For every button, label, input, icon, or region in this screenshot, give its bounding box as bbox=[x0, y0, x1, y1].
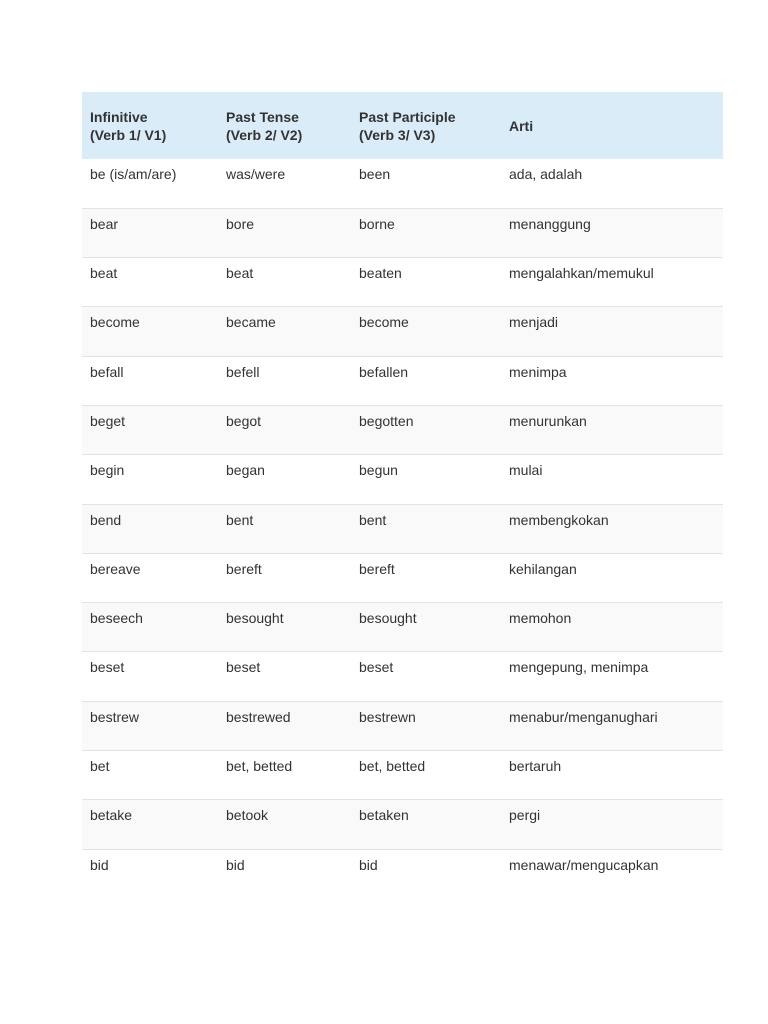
header-infinitive bbox=[82, 92, 218, 159]
past-tense-cell: became bbox=[226, 314, 276, 331]
arti-cell: menabur/menganughari bbox=[509, 708, 658, 725]
header-infinitive-subtitle: (Verb 1/ V1) bbox=[90, 126, 167, 143]
table-row bbox=[82, 652, 723, 701]
past-tense-cell: beset bbox=[226, 659, 261, 676]
past-participle-cell: besought bbox=[359, 610, 417, 627]
table-row bbox=[82, 405, 723, 454]
verb-table-container bbox=[82, 92, 723, 898]
arti-cell: menawar/mengucapkan bbox=[509, 856, 659, 873]
arti-cell: menimpa bbox=[509, 363, 567, 380]
past-participle-cell: become bbox=[359, 314, 409, 331]
infinitive-cell: betake bbox=[90, 807, 133, 824]
table-header bbox=[82, 92, 723, 159]
past-participle-cell: beset bbox=[359, 659, 394, 676]
table-row bbox=[82, 455, 723, 504]
header-past-tense bbox=[218, 92, 351, 159]
past-participle-cell: bid bbox=[359, 856, 378, 873]
arti-cell: kehilangan bbox=[509, 560, 577, 577]
table-row bbox=[82, 701, 723, 750]
table-row bbox=[82, 307, 723, 356]
arti-cell: pergi bbox=[509, 807, 541, 824]
past-tense-cell: bent bbox=[226, 511, 254, 528]
infinitive-cell: beseech bbox=[90, 610, 143, 627]
infinitive-cell: become bbox=[90, 314, 140, 331]
table-row bbox=[82, 603, 723, 652]
table-row bbox=[82, 159, 723, 208]
infinitive-cell: bestrew bbox=[90, 708, 140, 725]
arti-cell: membengkokan bbox=[509, 511, 609, 528]
past-tense-cell: bid bbox=[226, 856, 245, 873]
header-past-tense-subtitle: (Verb 2/ V2) bbox=[226, 126, 303, 143]
past-participle-cell: begotten bbox=[359, 412, 414, 429]
infinitive-cell: befall bbox=[90, 363, 124, 380]
infinitive-cell: bend bbox=[90, 511, 122, 528]
table-row bbox=[82, 553, 723, 602]
infinitive-cell: bet bbox=[90, 758, 110, 775]
past-tense-cell: bereft bbox=[226, 560, 262, 577]
arti-cell: menurunkan bbox=[509, 412, 587, 429]
arti-cell: memohon bbox=[509, 610, 572, 627]
table-row bbox=[82, 800, 723, 849]
past-tense-cell: bet, betted bbox=[226, 758, 293, 775]
table-row bbox=[82, 849, 723, 898]
infinitive-cell: begin bbox=[90, 462, 125, 479]
infinitive-cell: beset bbox=[90, 659, 125, 676]
past-tense-cell: began bbox=[226, 462, 265, 479]
table-header-row bbox=[82, 92, 723, 159]
arti-cell: ada, adalah bbox=[509, 166, 583, 182]
arti-cell: menjadi bbox=[509, 314, 559, 331]
table-body bbox=[82, 159, 723, 898]
header-past-participle-subtitle: (Verb 3/ V3) bbox=[359, 126, 436, 143]
header-past-tense-title: Past Tense bbox=[226, 108, 299, 125]
header-arti-title: Arti bbox=[509, 117, 534, 134]
past-tense-cell: beat bbox=[226, 265, 254, 282]
past-tense-cell: bore bbox=[226, 215, 255, 232]
table-row bbox=[82, 208, 723, 257]
header-arti bbox=[501, 92, 723, 159]
past-participle-cell: borne bbox=[359, 215, 395, 232]
infinitive-cell: bid bbox=[90, 856, 109, 873]
arti-cell: mengalahkan/memukul bbox=[509, 265, 654, 282]
table-row bbox=[82, 258, 723, 307]
table-row bbox=[82, 751, 723, 800]
past-tense-cell: bestrewed bbox=[226, 708, 291, 725]
arti-cell: menanggung bbox=[509, 215, 591, 232]
infinitive-cell: bereave bbox=[90, 560, 141, 577]
past-tense-cell: befell bbox=[226, 363, 260, 380]
past-tense-cell: was/were bbox=[226, 166, 286, 182]
past-tense-cell: betook bbox=[226, 807, 269, 824]
table-row bbox=[82, 504, 723, 553]
past-participle-cell: begun bbox=[359, 462, 398, 479]
infinitive-cell: bear bbox=[90, 215, 119, 232]
infinitive-cell: beget bbox=[90, 412, 126, 429]
table-row bbox=[82, 356, 723, 405]
past-participle-cell: bent bbox=[359, 511, 387, 528]
past-participle-cell: bestrewn bbox=[359, 708, 416, 725]
header-past-participle-title: Past Participle bbox=[359, 108, 456, 125]
arti-cell: mulai bbox=[509, 462, 543, 479]
past-participle-cell: been bbox=[359, 166, 391, 182]
header-infinitive-title: Infinitive bbox=[90, 108, 148, 125]
past-tense-cell: besought bbox=[226, 610, 284, 627]
past-participle-cell: betaken bbox=[359, 807, 409, 824]
infinitive-cell: be (is/am/are) bbox=[90, 166, 177, 182]
arti-cell: mengepung, menimpa bbox=[509, 659, 649, 676]
past-participle-cell: beaten bbox=[359, 265, 402, 282]
past-participle-cell: bet, betted bbox=[359, 758, 426, 775]
past-participle-cell: befallen bbox=[359, 363, 409, 380]
irregular-verbs-table bbox=[82, 92, 723, 898]
past-participle-cell: bereft bbox=[359, 560, 395, 577]
arti-cell: bertaruh bbox=[509, 758, 562, 775]
past-tense-cell: begot bbox=[226, 412, 262, 429]
infinitive-cell: beat bbox=[90, 265, 118, 282]
header-past-participle bbox=[351, 92, 501, 159]
